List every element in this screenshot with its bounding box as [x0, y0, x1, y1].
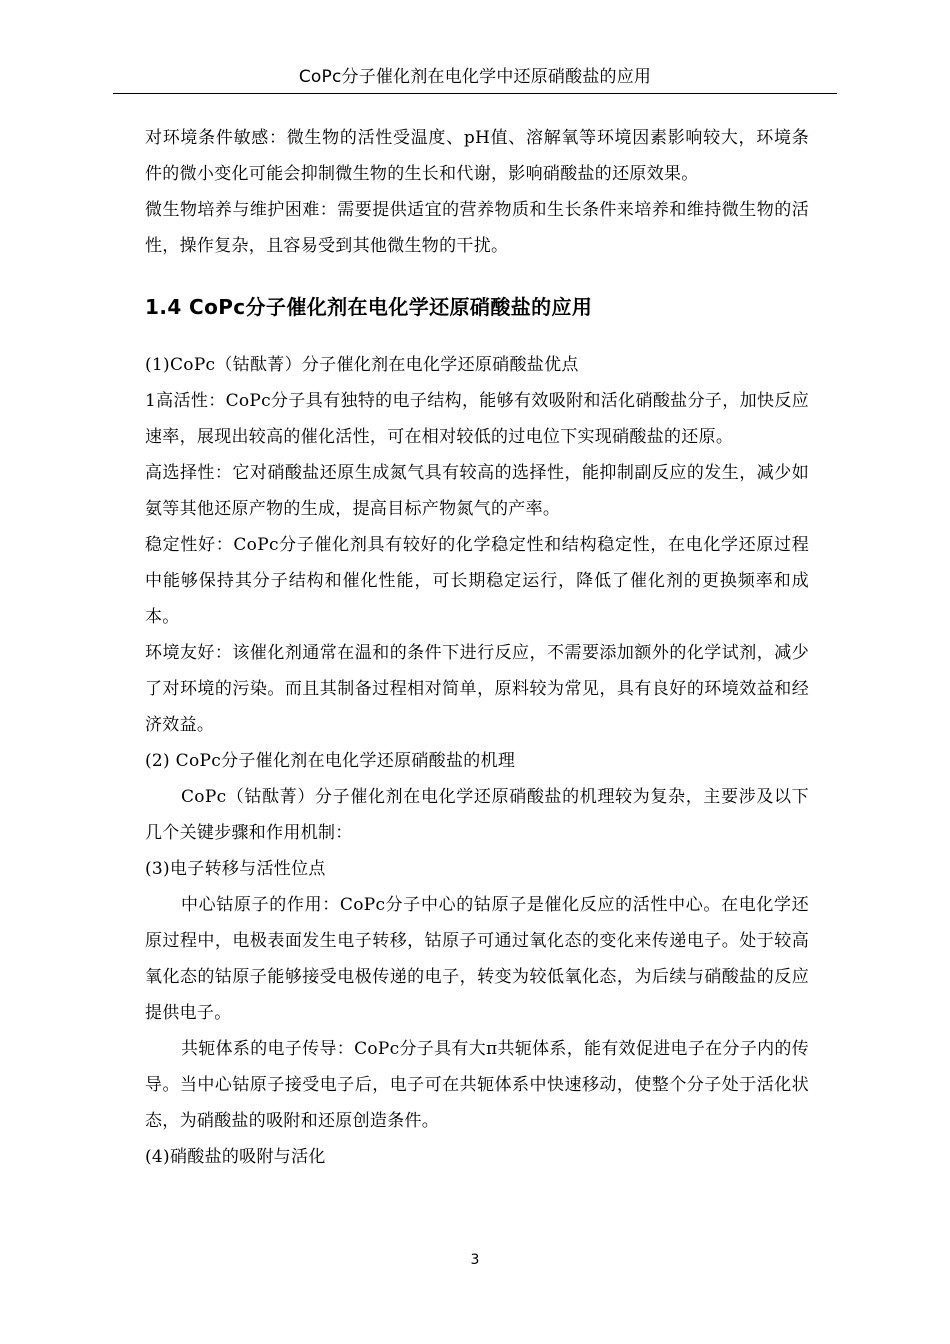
document-body [145, 120, 809, 1175]
section-heading: 1.4 CoPc分子催化剂在电化学还原硝酸盐的应用 [145, 295, 593, 319]
paragraph-culture-difficulty: 微生物培养与维护困难：需要提供适宜的营养物质和生长条件来培养和维持微生物的活性，操作复杂，且容易受到其他微生物的干扰。 [145, 200, 809, 256]
running-header: CoPc分子催化剂在电化学中还原硝酸盐的应用 [298, 67, 652, 87]
paragraph-conjugated-system: 共轭体系的电子传导：CoPc分子具有大π共轭体系，能有效促进电子在分子内的传导。当中心钴原子接受电子后，电子可在共轭体系中快速移动，使整个分子处于活化状态，为硝酸盐的吸附和还原创造条件。 [145, 1039, 809, 1131]
page-number: 3 [470, 1252, 480, 1268]
paragraph-environment-sensitivity: 对环境条件敏感：微生物的活性受温度、pH值、溶解氧等环境因素影响较大，环境条件的微小变化可能会抑制微生物的生长和代谢，影响硝酸盐的还原效果。 [145, 128, 809, 184]
paragraph-high-activity: 1高活性：CoPc分子具有独特的电子结构，能够有效吸附和活化硝酸盐分子，加快反应速率，展现出较高的催化活性，可在相对较低的过电位下实现硝酸盐的还原。 [145, 391, 809, 447]
paragraph-mechanism-title: (2) CoPc分子催化剂在电化学还原硝酸盐的机理 [145, 751, 516, 771]
paragraph-adsorption-title: (4)硝酸盐的吸附与活化 [145, 1147, 326, 1167]
paragraph-eco-friendly: 环境友好：该催化剂通常在温和的条件下进行反应，不需要添加额外的化学试剂，减少了对环境的污染。而且其制备过程相对简单，原料较为常见，具有良好的环境效益和经济效益。 [145, 643, 809, 735]
paragraph-cobalt-center: 中心钴原子的作用：CoPc分子中心的钴原子是催化反应的活性中心。在电化学还原过程中，电极表面发生电子转移，钴原子可通过氧化态的变化来传递电子。处于较高氧化态的钴原子能够接受电极传递的电子，转变为较低氧化态，为后续与硝酸盐的反应提供电子。 [145, 895, 809, 1023]
paragraph-electron-transfer-title: (3)电子转移与活性位点 [145, 859, 326, 879]
paragraph-advantages-title: (1)CoPc（钴酞菁）分子催化剂在电化学还原硝酸盐优点 [145, 355, 579, 375]
paragraph-high-selectivity: 高选择性：它对硝酸盐还原生成氮气具有较高的选择性，能抑制副反应的发生，减少如氨等其他还原产物的生成，提高目标产物氮气的产率。 [145, 463, 809, 519]
header-rule [113, 93, 837, 94]
paragraph-mechanism-intro: CoPc（钴酞菁）分子催化剂在电化学还原硝酸盐的机理较为复杂，主要涉及以下几个关键步骤和作用机制： [145, 787, 809, 843]
paragraph-stability: 稳定性好：CoPc分子催化剂具有较好的化学稳定性和结构稳定性，在电化学还原过程中能够保持其分子结构和催化性能，可长期稳定运行，降低了催化剂的更换频率和成本。 [145, 535, 809, 627]
